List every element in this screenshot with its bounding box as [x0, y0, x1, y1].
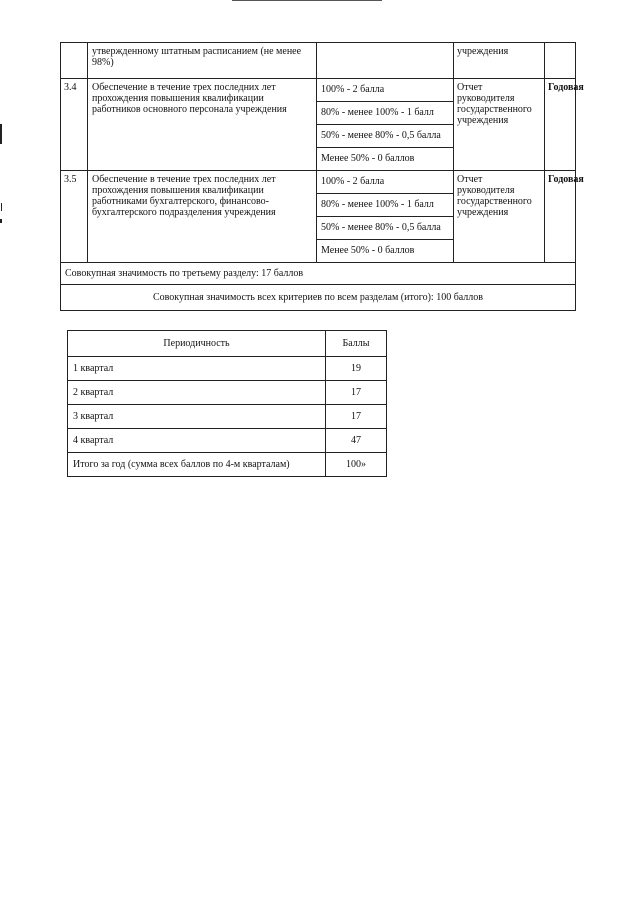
score-option: 80% - менее 100% - 1 балл — [317, 102, 454, 125]
table-row-section-total — [61, 263, 576, 285]
score-option: 80% - менее 100% - 1 балл — [317, 194, 454, 217]
table-row — [68, 357, 387, 381]
section-total: Совокупная значимость по третьему разделу: 17 баллов — [61, 263, 576, 285]
column-header-points: Баллы — [326, 331, 387, 357]
criterion-number: 3.5 — [61, 171, 88, 263]
period-label: 1 квартал — [68, 357, 326, 381]
table-header-row — [68, 331, 387, 357]
period-points: 17 — [326, 381, 387, 405]
period-points: 17 — [326, 405, 387, 429]
period-cell — [545, 43, 576, 79]
period-label: 4 квартал — [68, 429, 326, 453]
criterion-number: 3.4 — [61, 79, 88, 171]
period-cell: Годовая — [545, 79, 576, 171]
report-cell: Отчет руководителя государственного учреждения — [454, 79, 545, 171]
criteria-table — [60, 42, 584, 311]
score-option: Менее 50% - 0 баллов — [317, 240, 454, 263]
period-points: 19 — [326, 357, 387, 381]
table-row-continuation — [61, 43, 576, 79]
score-cell — [317, 43, 454, 79]
period-cell: Годовая — [545, 171, 576, 263]
period-label: Итого за год (сумма всех баллов по 4-м кварталам) — [68, 453, 326, 477]
criterion-number-cell — [61, 43, 88, 79]
score-option: 100% - 2 балла — [317, 79, 454, 102]
scan-artifact — [0, 219, 2, 223]
period-points: 47 — [326, 429, 387, 453]
grand-total: Совокупная значимость всех критериев по всем разделам (итого): 100 баллов — [61, 285, 576, 311]
period-points: 100» — [326, 453, 387, 477]
table-row-total — [68, 453, 387, 477]
score-option: 50% - менее 80% - 0,5 балла — [317, 125, 454, 148]
score-option: 50% - менее 80% - 0,5 балла — [317, 217, 454, 240]
scan-artifact — [1, 203, 2, 211]
score-option: Менее 50% - 0 баллов — [317, 148, 454, 171]
period-label: 3 квартал — [68, 405, 326, 429]
table-row — [68, 381, 387, 405]
criterion-description: Обеспечение в течение трех последних лет прохождения повышения квалификации работников основного персонала учреждения — [88, 79, 317, 171]
table-row-grand-total — [61, 285, 576, 311]
column-header-periodicity: Периодичность — [68, 331, 326, 357]
criterion-description: утвержденному штатным расписанием (не менее 98%) — [88, 43, 317, 79]
table-row — [68, 429, 387, 453]
table-row-3-4 — [61, 79, 576, 102]
report-cell: учреждения — [454, 43, 545, 79]
page-top-rule — [232, 0, 382, 1]
table-row — [68, 405, 387, 429]
criterion-description: Обеспечение в течение трех последних лет прохождения повышения квалификации работниками бухгалтерского, финансово-бухгалтерского подразделения учреждения — [88, 171, 317, 263]
periodicity-table — [67, 330, 387, 477]
period-label: 2 квартал — [68, 381, 326, 405]
score-option: 100% - 2 балла — [317, 171, 454, 194]
table-row-3-5 — [61, 171, 576, 194]
scan-artifact — [0, 124, 2, 144]
report-cell: Отчет руководителя государственного учреждения — [454, 171, 545, 263]
